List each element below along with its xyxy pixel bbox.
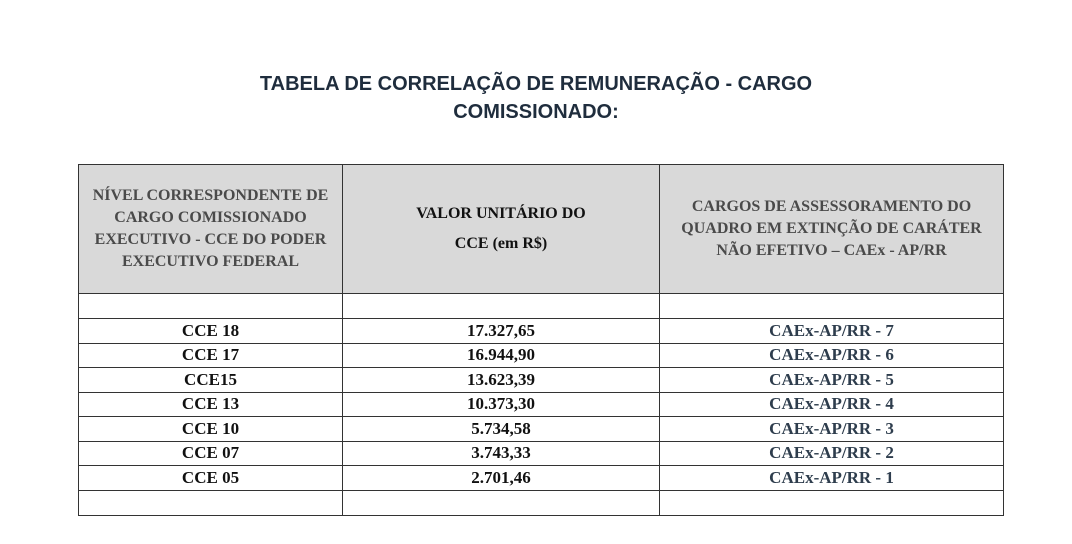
document-title-line-2: COMISSIONADO: [453, 101, 619, 123]
cell-valor: 17.327,65 [343, 319, 660, 344]
header-valor-line-2: CCE (em R$) [454, 235, 548, 252]
table-row [79, 368, 1004, 393]
cell-nivel: CCE 17 [79, 343, 343, 368]
document-title-line-1: TABELA DE CORRELAÇÃO DE REMUNERAÇÃO - CARGO [259, 73, 813, 95]
table-header-row [79, 165, 1004, 294]
cell-valor: 10.373,30 [343, 392, 660, 417]
cell-nivel: CCE 05 [79, 466, 343, 491]
empty-cell [660, 294, 1004, 319]
cell-valor: 3.743,33 [343, 441, 660, 466]
header-nivel-cce-label: NÍVEL CORRESPONDENTE DE CARGO COMISSIONADO EXECUTIVO - CCE DO PODER EXECUTIVO FEDERAL [92, 187, 329, 270]
table-row [79, 343, 1004, 368]
table-row [79, 466, 1004, 491]
table-empty-row [79, 294, 1004, 319]
cell-valor: 5.734,58 [343, 417, 660, 442]
cell-nivel: CCE 13 [79, 392, 343, 417]
cell-nivel: CCE 07 [79, 441, 343, 466]
cell-cargo: CAEx-AP/RR - 6 [660, 343, 1004, 368]
table-empty-row [79, 490, 1004, 515]
empty-cell [79, 490, 343, 515]
correlation-table [78, 164, 1004, 516]
cell-nivel: CCE 18 [79, 319, 343, 344]
empty-cell [343, 490, 660, 515]
header-cargos-caex [660, 165, 1004, 294]
table-row [79, 392, 1004, 417]
header-valor-line-1: VALOR UNITÁRIO DO [416, 205, 586, 222]
cell-cargo: CAEx-AP/RR - 4 [660, 392, 1004, 417]
cell-nivel: CCE 10 [79, 417, 343, 442]
cell-cargo: CAEx-AP/RR - 1 [660, 466, 1004, 491]
cell-valor: 13.623,39 [343, 368, 660, 393]
empty-cell [343, 294, 660, 319]
cell-valor: 2.701,46 [343, 466, 660, 491]
empty-cell [660, 490, 1004, 515]
cell-cargo: CAEx-AP/RR - 5 [660, 368, 1004, 393]
table-row [79, 417, 1004, 442]
table-body [79, 294, 1004, 516]
cell-cargo: CAEx-AP/RR - 7 [660, 319, 1004, 344]
header-nivel-cce [79, 165, 343, 294]
cell-nivel: CCE15 [79, 368, 343, 393]
document-title [0, 70, 1072, 126]
header-valor-unitario [343, 165, 660, 294]
cell-cargo: CAEx-AP/RR - 2 [660, 441, 1004, 466]
cell-cargo: CAEx-AP/RR - 3 [660, 417, 1004, 442]
cell-valor: 16.944,90 [343, 343, 660, 368]
empty-cell [79, 294, 343, 319]
header-cargos-caex-label: CARGOS DE ASSESSORAMENTO DO QUADRO EM EXTINÇÃO DE CARÁTER NÃO EFETIVO – CAEx - AP/RR [681, 198, 982, 259]
table-row [79, 441, 1004, 466]
table-row [79, 319, 1004, 344]
